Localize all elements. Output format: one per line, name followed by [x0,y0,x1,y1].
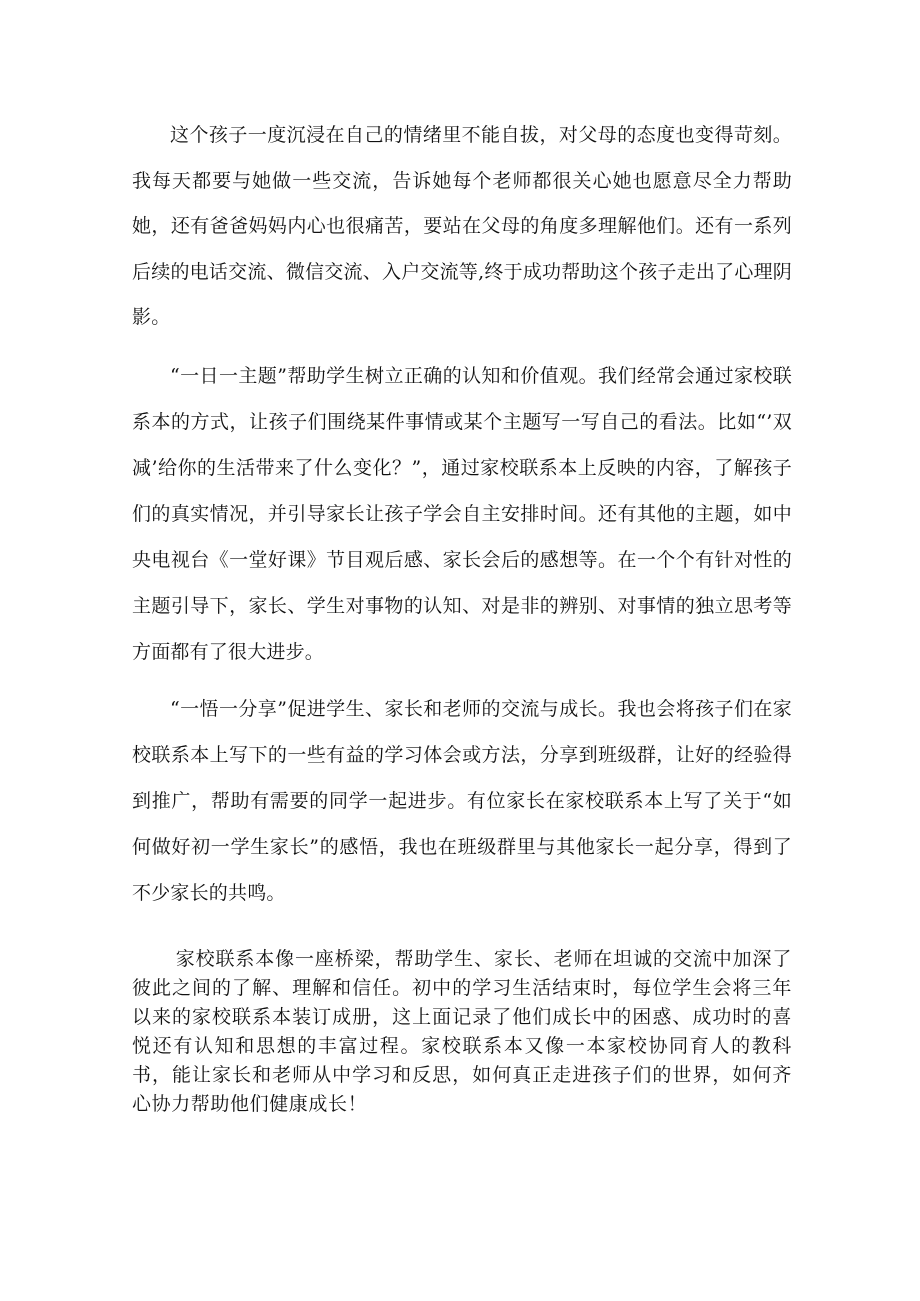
paragraph-2: “一日一主题”帮助学生树立正确的认知和价值观。我们经常会通过家校联系本的方式，让孩子们围绕某件事情或某个主题写一写自己的看法。比如“’双减’给你的生活带来了什么变化？”，通过家校联系本上反映的内容，了解孩子们的真实情况，并引导家长让孩子学会自主安排时间。还有其他的主题，如中央电视台《一堂好课》节目观后感、家长会后的感想等。在一个个有针对性的主题引导下，家长、学生对事物的认知、对是非的辨别、对事情的独立思考等方面都有了很大进步。 [132,365,792,663]
paragraph-3: “一悟一分享”促进学生、家长和老师的交流与成长。我也会将孩子们在家校联系本上写下的一些有益的学习体会或方法，分享到班级群，让好的经验得到推广，帮助有需要的同学一起进步。有位家长在家校联系本上写了关于“如何做好初一学生家长”的感悟，我也在班级群里与其他家长一起分享，得到了不少家长的共鸣。 [132,698,792,904]
paragraph-4: 家校联系本像一座桥梁，帮助学生、家长、老师在坦诚的交流中加深了彼此之间的了解、理解和信任。初中的学习生活结束时，每位学生会将三年以来的家校联系本装订成册，这上面记录了他们成长中的困惑、成功时的喜悦还有认知和思想的丰富过程。家校联系本又像一本家校协同育人的教科书，能让家长和老师从中学习和反思，如何真正走进孩子们的世界，如何齐心协力帮助他们健康成长！ [132,948,792,1115]
paragraph-1: 这个孩子一度沉浸在自己的情绪里不能自拔，对父母的态度也变得苛刻。我每天都要与她做一些交流，告诉她每个老师都很关心她也愿意尽全力帮助她，还有爸爸妈妈内心也很痛苦，要站在父母的角度多理解他们。还有一系列后续的电话交流、微信交流、入户交流等,终于成功帮助这个孩子走出了心理阴影。 [132,124,792,328]
